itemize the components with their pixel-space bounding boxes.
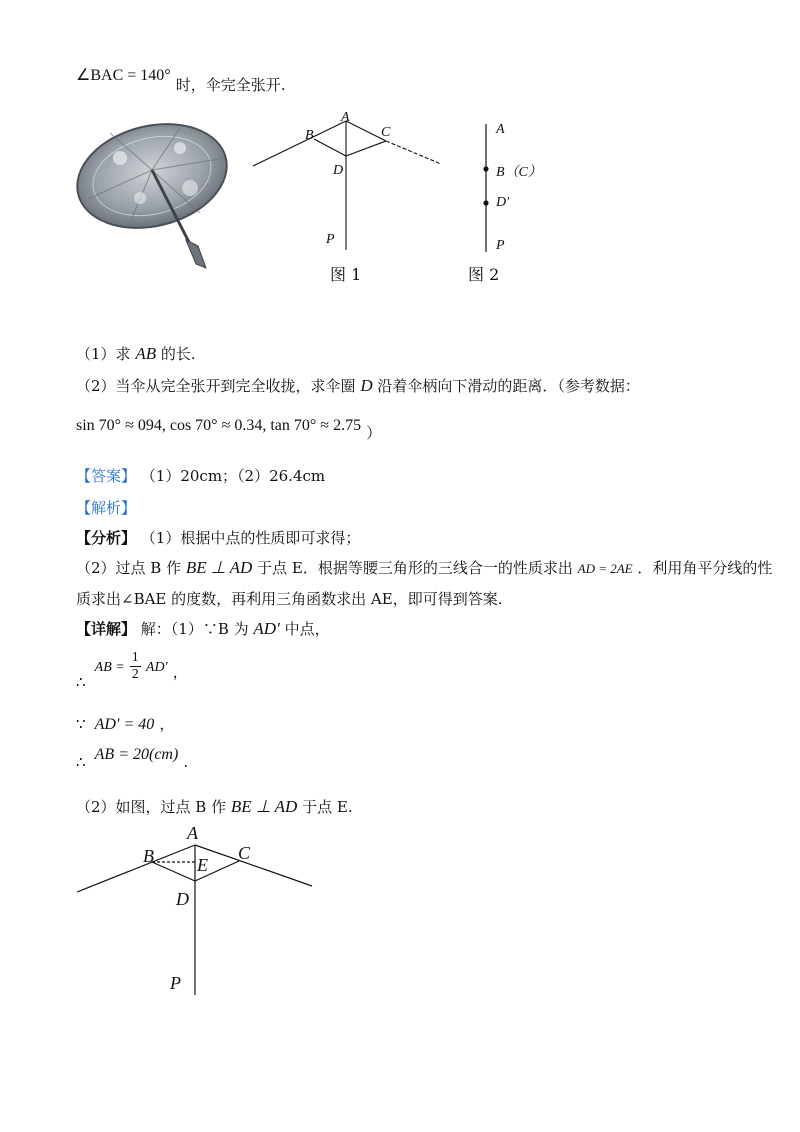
ref-data-close: ） [366,424,382,442]
fig3-label-b: B [143,846,154,866]
fig2-label-p: P [496,238,505,253]
q1-math: AB [135,344,157,363]
fig2-caption: 图 2 [468,265,500,284]
figure-1-diagram [245,108,450,258]
answer-line [76,465,325,486]
detail-q2-a: （2）如图，过点 B 作 [76,798,227,816]
fraction-numerator: 1 [131,650,139,665]
fig2-label-a: A [496,122,505,137]
reference-data [76,414,382,442]
intro-line [76,64,286,94]
detail-line-1 [76,618,330,639]
q2-suffix: 沿着伞柄向下滑动的距离．（参考数据： [377,377,640,395]
detail-intro-suffix: 中点， [284,620,330,638]
detail-step-2 [76,713,174,734]
detail-intro: 解：（1）∵B 为 [140,620,249,638]
analysis-line-3: 质求出∠BAE 的度数，再利用三角函数求出 AE，即可得到答案. [76,590,503,608]
fig1-label-p: P [326,232,335,247]
therefore-symbol-1: ∴ [76,673,86,691]
step3-expr: AB = 20(cm) [94,746,179,763]
analysis-2-math: BE ⊥ AD [185,558,253,577]
answer-text: （1）20cm；（2）26.4cm [140,467,326,485]
q2-math: D [360,376,373,395]
because-symbol: ∵ [76,715,86,733]
analysis-line-2 [76,557,772,578]
analysis-2a: （2）过点 B 作 [76,559,182,577]
detail-q2-line [76,796,353,817]
q1-suffix: 的长. [160,345,196,363]
intro-angle: ∠BAC = 140° [76,67,171,84]
detail-intro-math: AD′ [253,619,280,638]
analysis-2b: 于点 E．根据等腰三角形的三线合一的性质求出 [257,559,573,577]
step1-end: ， [172,663,188,681]
fraction-denominator: 2 [131,667,139,682]
step2-expr: AD′ = 40 [94,716,155,733]
therefore-symbol-2: ∴ [76,753,86,771]
analysis-line-1 [76,527,360,548]
fig1-label-c: C [381,125,391,140]
fig2-label-d: D′ [496,195,510,210]
half-fraction [130,650,141,683]
fig3-label-c: C [238,843,251,863]
q1-prefix: （1）求 [76,345,131,363]
fig1-caption: 图 1 [330,265,362,284]
detail-q2-math: BE ⊥ AD [230,797,298,816]
analysis-heading: 【解析】 [76,499,137,517]
intro-suffix: 时，伞完全张开. [175,76,286,94]
step2-end: ， [159,715,175,733]
analysis-2-math2: AD = 2AE [577,561,633,576]
fig3-label-e: E [197,855,208,875]
detail-tag: 【详解】 [76,620,137,638]
analysis-2c: ．利用角平分线的性 [637,559,773,577]
detail-step-3 [76,744,189,771]
detail-q2-b: 于点 E. [302,798,353,816]
question-1 [76,343,196,364]
fig3-label-a: A [187,823,198,843]
analysis-text-1: （1）根据中点的性质即可求得； [140,529,361,547]
ref-data-values: sin 70° ≈ 094, cos 70° ≈ 0.34, tan 70° ≈ 2.75 [76,417,362,434]
figure-2-diagram [480,120,500,255]
step3-end: . [183,753,189,771]
analysis-tag: 【分析】 [76,529,137,547]
umbrella-photo [70,118,240,273]
fig3-label-p: P [170,973,181,993]
q2-prefix: （2）当伞从完全张开到完全收拢，求伞圈 [76,377,356,395]
step1-rhs: AD′ [145,660,168,675]
fig1-label-d: D [333,163,344,178]
fig2-label-bc: B（C） [496,165,542,180]
question-2 [76,375,640,396]
detail-step-1 [76,650,188,691]
fig1-label-a: A [341,110,350,125]
step1-lhs: AB = [94,660,125,675]
fig1-label-b: B [305,128,314,143]
answer-tag: 【答案】 [76,467,137,485]
fig3-label-d: D [176,889,189,909]
